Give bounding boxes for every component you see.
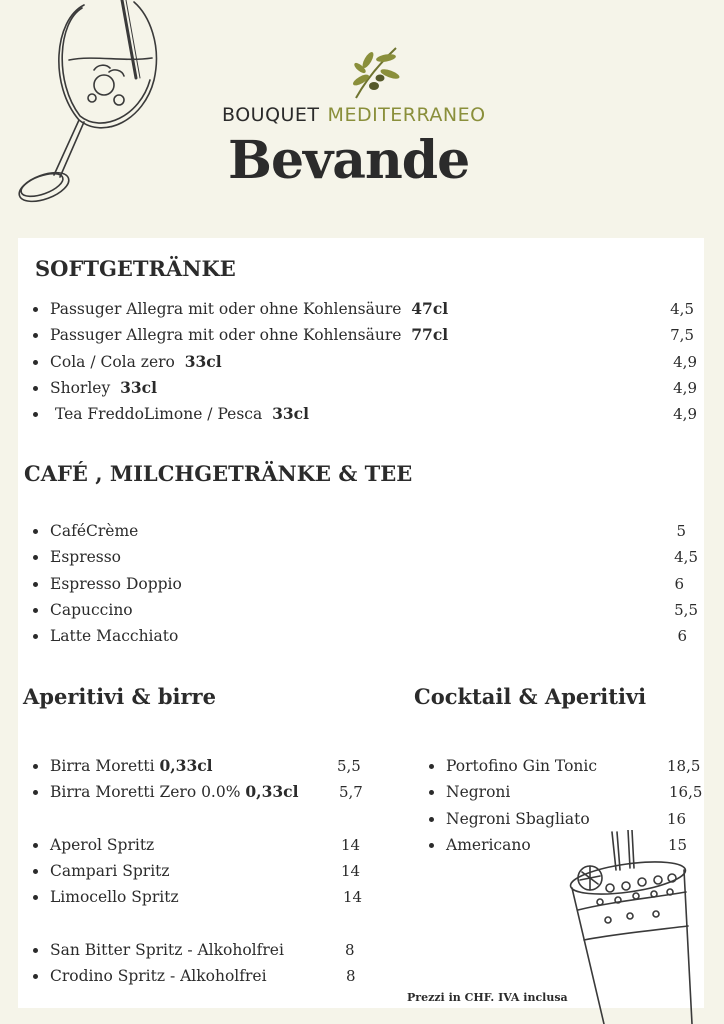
list-item: Passuger Allegra mit oder ohne Kohlensäure 77cl: [33, 324, 448, 346]
item-price: 16,5: [669, 783, 703, 801]
page-title: Bevande: [228, 130, 470, 191]
list-item: Espresso Doppio: [33, 573, 182, 595]
list-item: Passuger Allegra mit oder ohne Kohlensäure 47cl: [33, 298, 448, 320]
list-item: Crodino Spritz - Alkoholfrei: [33, 965, 267, 987]
item-price: 5,5: [337, 757, 361, 775]
list-item: Cola / Cola zero 33cl: [33, 351, 222, 373]
brand-name-right: MEDITERRANEO: [327, 104, 486, 126]
list-item: Aperol Spritz: [33, 834, 154, 856]
wine-glass-icon: [14, 0, 164, 225]
item-price: 6: [674, 575, 684, 593]
list-item: Americano: [429, 834, 531, 856]
brand-name: [222, 104, 486, 126]
item-price: 16: [667, 810, 687, 828]
price-footnote: Prezzi in CHF. IVA inclusa: [407, 991, 568, 1004]
item-price: 8: [346, 967, 356, 985]
list-item: Tea FreddoLimone / Pesca 33cl: [33, 403, 309, 425]
list-item: Campari Spritz: [33, 860, 170, 882]
item-price: 14: [341, 836, 361, 854]
item-price: 5: [676, 522, 686, 540]
item-price: 4,9: [673, 379, 697, 397]
item-price: 4,9: [673, 405, 697, 423]
item-price: 14: [341, 862, 361, 880]
item-price: 14: [343, 888, 363, 906]
item-price: 5,5: [674, 601, 698, 619]
section-heading-soft: SOFTGETRÄNKE: [35, 256, 236, 281]
item-price: 5,7: [339, 783, 363, 801]
section-heading-aperitivi: Aperitivi & birre: [23, 684, 216, 709]
list-item: Portofino Gin Tonic: [429, 755, 597, 777]
item-price: 18,5: [667, 757, 701, 775]
section-heading-cocktail: Cocktail & Aperitivi: [414, 684, 647, 709]
list-item: Shorley 33cl: [33, 377, 157, 399]
olive-branch-icon: [346, 40, 406, 102]
list-item: Capuccino: [33, 599, 133, 621]
item-price: 8: [345, 941, 355, 959]
list-item: San Bitter Spritz - Alkoholfrei: [33, 939, 284, 961]
list-item: Negroni: [429, 781, 510, 803]
brand-name-left: BOUQUET: [222, 104, 320, 126]
item-price: 7,5: [670, 326, 694, 344]
list-item: Espresso: [33, 546, 121, 568]
list-item: CaféCrème: [33, 520, 138, 542]
list-item: Limocello Spritz: [33, 886, 179, 908]
list-item: Negroni Sbagliato: [429, 808, 590, 830]
list-item: Birra Moretti Zero 0.0% 0,33cl: [33, 781, 298, 803]
item-price: 6: [677, 627, 687, 645]
section-heading-cafe: CAFÉ , MILCHGETRÄNKE & TEE: [24, 461, 413, 486]
item-price: 15: [668, 836, 688, 854]
list-item: Latte Macchiato: [33, 625, 178, 647]
item-price: 4,5: [670, 300, 694, 318]
cocktail-glass-icon: [560, 830, 700, 1024]
item-price: 4,5: [674, 548, 698, 566]
list-item: Birra Moretti 0,33cl: [33, 755, 213, 777]
item-price: 4,9: [673, 353, 697, 371]
